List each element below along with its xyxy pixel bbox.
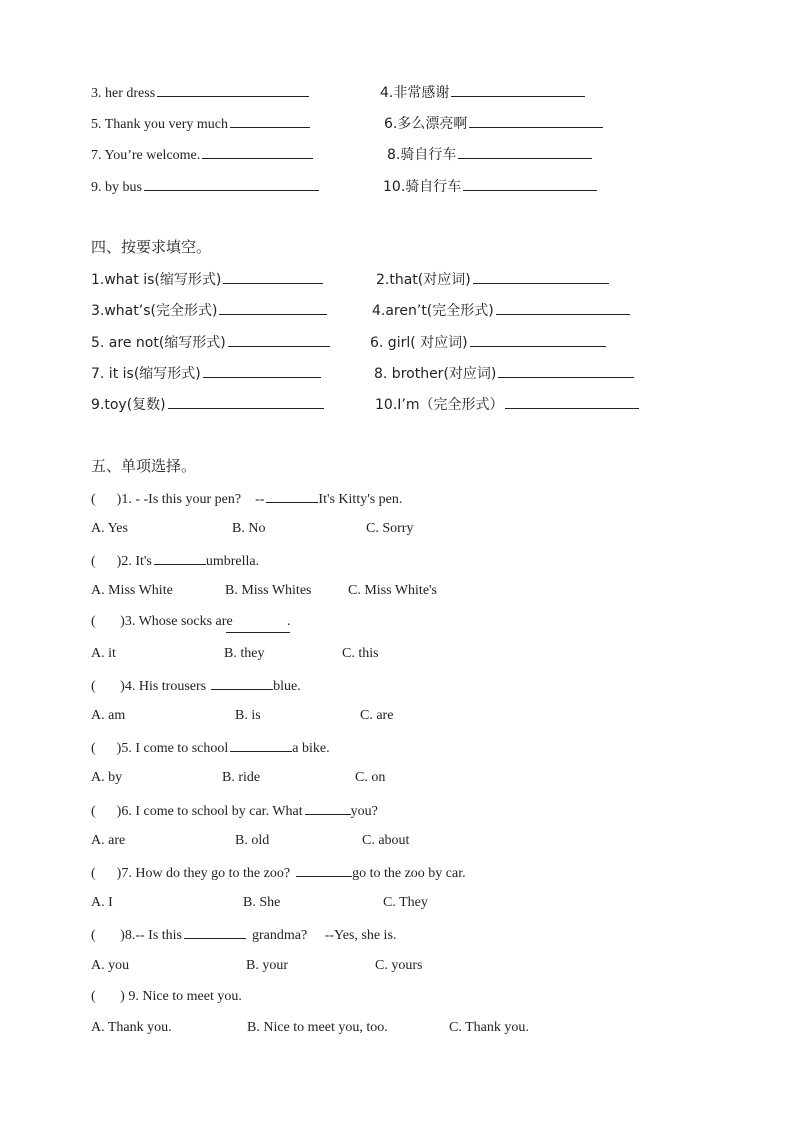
option-b[interactable]: B. Nice to meet you, too. bbox=[247, 1020, 388, 1035]
part4-heading: 四、按要求填空。 bbox=[91, 238, 212, 256]
option-a[interactable]: A. Miss White bbox=[91, 583, 173, 598]
question-text: 1. - -Is this your pen? -- bbox=[121, 492, 265, 507]
option-a[interactable]: A. Yes bbox=[91, 521, 128, 536]
option-b[interactable]: B. they bbox=[224, 646, 265, 661]
option-c[interactable]: C. yours bbox=[375, 958, 423, 973]
part4-item-left: 9.toy(复数) bbox=[91, 394, 324, 415]
option-b[interactable]: B. old bbox=[235, 833, 270, 848]
option-c[interactable]: C. Sorry bbox=[366, 521, 414, 536]
part3-item-left: 3. her dress bbox=[91, 82, 309, 104]
part4-item-left: 1.what is(缩写形式) bbox=[91, 269, 323, 290]
option-a[interactable]: A. I bbox=[91, 895, 113, 910]
answer-blank[interactable] bbox=[230, 737, 292, 752]
answer-paren[interactable]: ( ) bbox=[91, 614, 125, 629]
question-text-end: a bike. bbox=[292, 741, 330, 756]
option-c[interactable]: C. are bbox=[360, 708, 394, 723]
answer-blank[interactable] bbox=[202, 144, 313, 159]
part3-item-right: 4.非常感谢 bbox=[380, 82, 585, 103]
answer-blank[interactable] bbox=[496, 300, 630, 315]
part3-item-right: 10.骑自行车 bbox=[383, 176, 597, 197]
part3-item-left: 5. Thank you very much bbox=[91, 113, 310, 135]
question-text-end: grandma? --Yes, she is. bbox=[252, 928, 397, 943]
option-c[interactable]: C. about bbox=[362, 833, 410, 848]
part4-item-right: 8. brother(对应词) bbox=[374, 363, 634, 384]
part3-item-right: 6.多么漂亮啊 bbox=[384, 113, 603, 134]
option-c[interactable]: C. They bbox=[383, 895, 428, 910]
answer-paren[interactable]: ( ) bbox=[91, 554, 122, 569]
answer-blank[interactable] bbox=[203, 363, 321, 378]
part3-item-left: 9. by bus bbox=[91, 176, 319, 198]
part4-item-right: 2.that(对应词) bbox=[376, 269, 609, 290]
answer-blank[interactable] bbox=[469, 113, 603, 128]
answer-blank[interactable] bbox=[305, 800, 351, 815]
answer-blank[interactable] bbox=[226, 612, 290, 633]
question-text: 2. It's bbox=[121, 554, 152, 569]
option-b[interactable]: B. ride bbox=[222, 770, 261, 785]
answer-blank[interactable] bbox=[144, 176, 319, 191]
answer-paren[interactable]: ( ) bbox=[91, 928, 125, 943]
part4-item-right: 4.aren’t(完全形式) bbox=[372, 300, 630, 321]
answer-blank[interactable] bbox=[451, 82, 585, 97]
answer-paren[interactable]: ( ) bbox=[91, 804, 122, 819]
part3-item-left: 7. You’re welcome. bbox=[91, 144, 313, 166]
part5-heading: 五、单项选择。 bbox=[91, 457, 197, 475]
option-a[interactable]: A. am bbox=[91, 708, 126, 723]
answer-blank[interactable] bbox=[219, 300, 327, 315]
question-text: 9. Nice to meet you. bbox=[124, 989, 242, 1004]
option-b[interactable]: B. No bbox=[232, 521, 266, 536]
option-a[interactable]: A. are bbox=[91, 833, 126, 848]
part4-item-left: 5. are not(缩写形式) bbox=[91, 332, 330, 353]
question-row bbox=[91, 987, 242, 1007]
option-b[interactable]: B. is bbox=[235, 708, 261, 723]
option-c[interactable]: C. Thank you. bbox=[449, 1020, 529, 1035]
question-text: 3. Whose socks ar bbox=[124, 614, 227, 629]
part4-item-left: 7. it is(缩写形式) bbox=[91, 363, 321, 384]
question-text-end: It's Kitty's pen. bbox=[318, 492, 403, 507]
part4-item-right: 10.I’m（完全形式） bbox=[375, 394, 639, 415]
answer-blank[interactable] bbox=[154, 550, 206, 565]
answer-blank[interactable] bbox=[184, 924, 246, 939]
question-row bbox=[91, 675, 301, 695]
part4-item-right: 6. girl( 对应词) bbox=[370, 332, 606, 353]
answer-blank[interactable] bbox=[168, 394, 324, 409]
answer-blank[interactable] bbox=[211, 675, 273, 690]
answer-blank[interactable] bbox=[505, 394, 639, 409]
question-text-end: blue. bbox=[273, 679, 301, 694]
question-row bbox=[91, 800, 378, 820]
option-a[interactable]: A. by bbox=[91, 770, 123, 785]
answer-paren[interactable]: ( ) bbox=[91, 989, 125, 1004]
answer-blank[interactable] bbox=[463, 176, 597, 191]
answer-blank[interactable] bbox=[230, 113, 310, 128]
part3-item-right: 8.骑自行车 bbox=[387, 144, 592, 165]
answer-blank[interactable] bbox=[228, 332, 330, 347]
option-b[interactable]: B. She bbox=[243, 895, 281, 910]
answer-blank[interactable] bbox=[157, 82, 309, 97]
question-row bbox=[91, 862, 466, 882]
option-c[interactable]: C. on bbox=[355, 770, 386, 785]
answer-blank[interactable] bbox=[498, 363, 634, 378]
question-text: 6. I come to school by car. What bbox=[121, 804, 303, 819]
question-text: 5. I come to school bbox=[121, 741, 229, 756]
question-text: 4. His trousers bbox=[124, 679, 207, 694]
answer-blank[interactable] bbox=[470, 332, 606, 347]
question-text-end: you? bbox=[350, 804, 378, 819]
question-text: 7. How do they go to the zoo? bbox=[121, 866, 291, 881]
answer-paren[interactable]: ( ) bbox=[91, 679, 125, 694]
question-text-end: umbrella. bbox=[205, 554, 260, 569]
option-b[interactable]: B. your bbox=[246, 958, 288, 973]
answer-paren[interactable]: ( ) bbox=[91, 492, 122, 507]
answer-paren[interactable]: ( ) bbox=[91, 741, 122, 756]
answer-blank[interactable] bbox=[223, 269, 323, 284]
question-row bbox=[91, 488, 402, 508]
question-row bbox=[91, 737, 330, 757]
option-b[interactable]: B. Miss Whites bbox=[225, 583, 312, 598]
question-row bbox=[91, 924, 396, 944]
question-row bbox=[91, 612, 290, 632]
option-a[interactable]: A. you bbox=[91, 958, 130, 973]
answer-blank[interactable] bbox=[473, 269, 609, 284]
blank-tail: . bbox=[286, 614, 291, 629]
answer-blank[interactable] bbox=[458, 144, 592, 159]
question-text-end: go to the zoo by car. bbox=[352, 866, 466, 881]
blank-text: e bbox=[226, 614, 233, 629]
answer-blank[interactable] bbox=[266, 488, 318, 503]
option-c[interactable]: C. Miss White's bbox=[348, 583, 437, 598]
option-c[interactable]: C. this bbox=[342, 646, 379, 661]
answer-blank[interactable] bbox=[296, 862, 352, 877]
option-a[interactable]: A. it bbox=[91, 646, 116, 661]
part4-item-left: 3.what’s(完全形式) bbox=[91, 300, 327, 321]
question-row bbox=[91, 550, 259, 570]
option-a[interactable]: A. Thank you. bbox=[91, 1020, 172, 1035]
question-text: 8.-- Is this bbox=[124, 928, 182, 943]
answer-paren[interactable]: ( ) bbox=[91, 866, 122, 881]
